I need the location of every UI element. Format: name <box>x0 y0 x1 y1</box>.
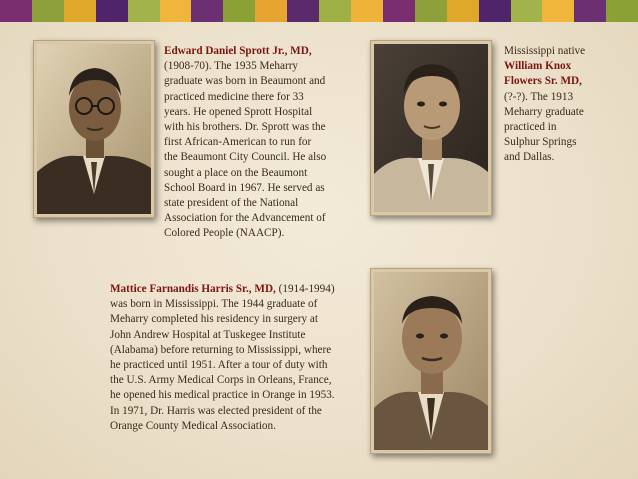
bio-harris-line: John Andrew Hospital at Tuskegee Institute <box>110 328 306 341</box>
bio-flowers-line: (?-?). The 1913 <box>504 90 574 103</box>
stripe-segment <box>479 0 511 22</box>
bio-harris-line: In 1971, Dr. Harris was elected president of the <box>110 404 322 417</box>
bio-harris-text <box>110 297 376 434</box>
stripe-segment <box>447 0 479 22</box>
decorative-stripe-bar <box>0 0 638 22</box>
bio-sprott-line: with his brothers. Dr. Sprott was the <box>164 121 326 134</box>
bio-flowers-line: Meharry graduate <box>504 105 584 118</box>
bio-flowers-line: Sulphur Springs <box>504 136 577 149</box>
name-harris: Mattice Farnandis Harris Sr., MD, <box>110 283 276 295</box>
name-flowers-line-2: Flowers Sr. MD, <box>504 75 582 88</box>
bio-sprott-line: first African-American to run for <box>164 136 312 149</box>
bio-sprott-text <box>164 59 370 241</box>
stripe-segment <box>606 0 638 22</box>
stripe-segment <box>255 0 287 22</box>
bio-sprott-line: Colored People (NAACP). <box>164 227 285 240</box>
stripe-segment <box>191 0 223 22</box>
portrait-harris <box>370 268 492 454</box>
portrait-flowers <box>370 40 492 216</box>
name-flowers-line-1: William Knox <box>504 60 572 73</box>
bio-sprott-line: sought a place on the Beaumont <box>164 166 308 179</box>
bio-flowers <box>504 44 630 166</box>
stripe-segment <box>64 0 96 22</box>
bio-sprott-line: practiced medicine there for 33 <box>164 90 304 103</box>
stripe-segment <box>223 0 255 22</box>
bio-flowers-line: and Dallas. <box>504 151 555 164</box>
bio-harris-line: (Alabama) before returning to Mississippi, where <box>110 343 332 356</box>
bio-sprott-line: state president of the National <box>164 197 299 210</box>
bio-sprott-line: graduate was born in Beaumont and <box>164 75 326 88</box>
stripe-segment <box>351 0 383 22</box>
stripe-segment <box>574 0 606 22</box>
bio-sprott <box>164 44 370 242</box>
stripe-segment <box>128 0 160 22</box>
bio-sprott-line: (1908-70). The 1935 Meharry <box>164 60 299 73</box>
bio-harris-line: was born in Mississippi. The 1944 graduate of <box>110 298 318 311</box>
bio-sprott-line: School Board in 1967. He served as <box>164 181 325 194</box>
bio-harris <box>110 282 376 434</box>
stripe-segment <box>415 0 447 22</box>
stripe-segment <box>96 0 128 22</box>
name-sprott: Edward Daniel Sprott Jr., MD, <box>164 45 312 57</box>
bio-harris-line: Orange County Medical Association. <box>110 419 276 432</box>
bio-flowers-line: practiced in <box>504 121 557 134</box>
stripe-segment <box>287 0 319 22</box>
bio-sprott-line: Association for the Advancement of <box>164 212 326 225</box>
bio-harris-line: he opened his medical practice in Orange in 1953. <box>110 389 335 402</box>
stripe-segment <box>160 0 192 22</box>
bio-flowers-text <box>504 90 630 166</box>
flowers-intro: Mississippi native <box>504 45 586 57</box>
bio-sprott-line: years. He opened Sprott Hospital <box>164 105 313 118</box>
stripe-segment <box>0 0 32 22</box>
bio-harris-line: the U.S. Army Medical Corps in Orleans, France, <box>110 374 332 387</box>
stripe-segment <box>383 0 415 22</box>
bio-harris-line: he practiced until 1951. After a tour of duty with <box>110 359 328 372</box>
stripe-segment <box>542 0 574 22</box>
bio-sprott-line: the Beaumont City Council. He also <box>164 151 327 164</box>
portrait-sprott <box>33 40 155 218</box>
harris-years: (1914-1994) <box>275 283 335 295</box>
stripe-segment <box>32 0 64 22</box>
stripe-segment <box>511 0 543 22</box>
stripe-segment <box>319 0 351 22</box>
bio-harris-line: Meharry completed his residency in surgery at <box>110 313 318 326</box>
harris-first-line <box>110 282 376 297</box>
